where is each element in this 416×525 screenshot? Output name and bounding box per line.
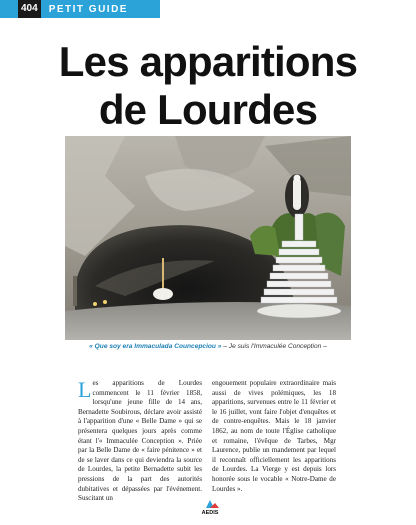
drop-cap: L	[78, 377, 92, 402]
svg-text:AEDIS: AEDIS	[201, 510, 219, 515]
publisher-logo	[196, 499, 224, 515]
title-line-1: Les apparitions	[58, 38, 358, 85]
body-column-right	[212, 379, 336, 494]
caption-quote: « Que soy era Immaculada Councepciou »	[89, 343, 222, 350]
caption-translation: – Je suis l'Immaculée Conception –	[221, 343, 327, 350]
series-banner	[0, 0, 160, 18]
body-text-left: es apparitions de Lourdes commencent le 11 février 1858, lorsqu'une jeune fille de 14 ans, Bernadette Soubirous, déclare avoir assisté à l'apparition d'une « Belle Dame » qui se présentera quelques jours après comme étant l'« Immaculée Conception ». Priée par la Belle Dame de « faire pénitence » et de se laver dans ce qui deviendra la source de Lourdes, la petite Bernadette subit les pressions de la part des autorités dubitatives et dépassées par l'événement. Suscitant un	[78, 379, 202, 503]
body-text-right: engouement populaire extraordinaire mais aussi de vives polémiques, les 18 apparitions, survenues entre le 11 février et le 16 juillet, vont faire l'objet d'enquêtes et de contre-enquêtes. Mais le 18 janvier 1862, au nom de toute l'Église catholique et romaine, l'évêque de Tarbes, Mgr Laurence, publie un mandement par lequel il reconnaît officiellement les apparitions de Lourdes. La Vierge y est depuis lors honorée sous le vocable « Notre-Dame de Lourdes ».	[212, 379, 336, 493]
series-name: PETIT GUIDE	[48, 3, 128, 15]
body-column-left	[78, 379, 202, 504]
title-line-2: de Lourdes	[98, 86, 318, 133]
photo-caption	[65, 343, 351, 350]
series-number: 404	[18, 0, 41, 18]
grotto-photo	[65, 136, 351, 340]
